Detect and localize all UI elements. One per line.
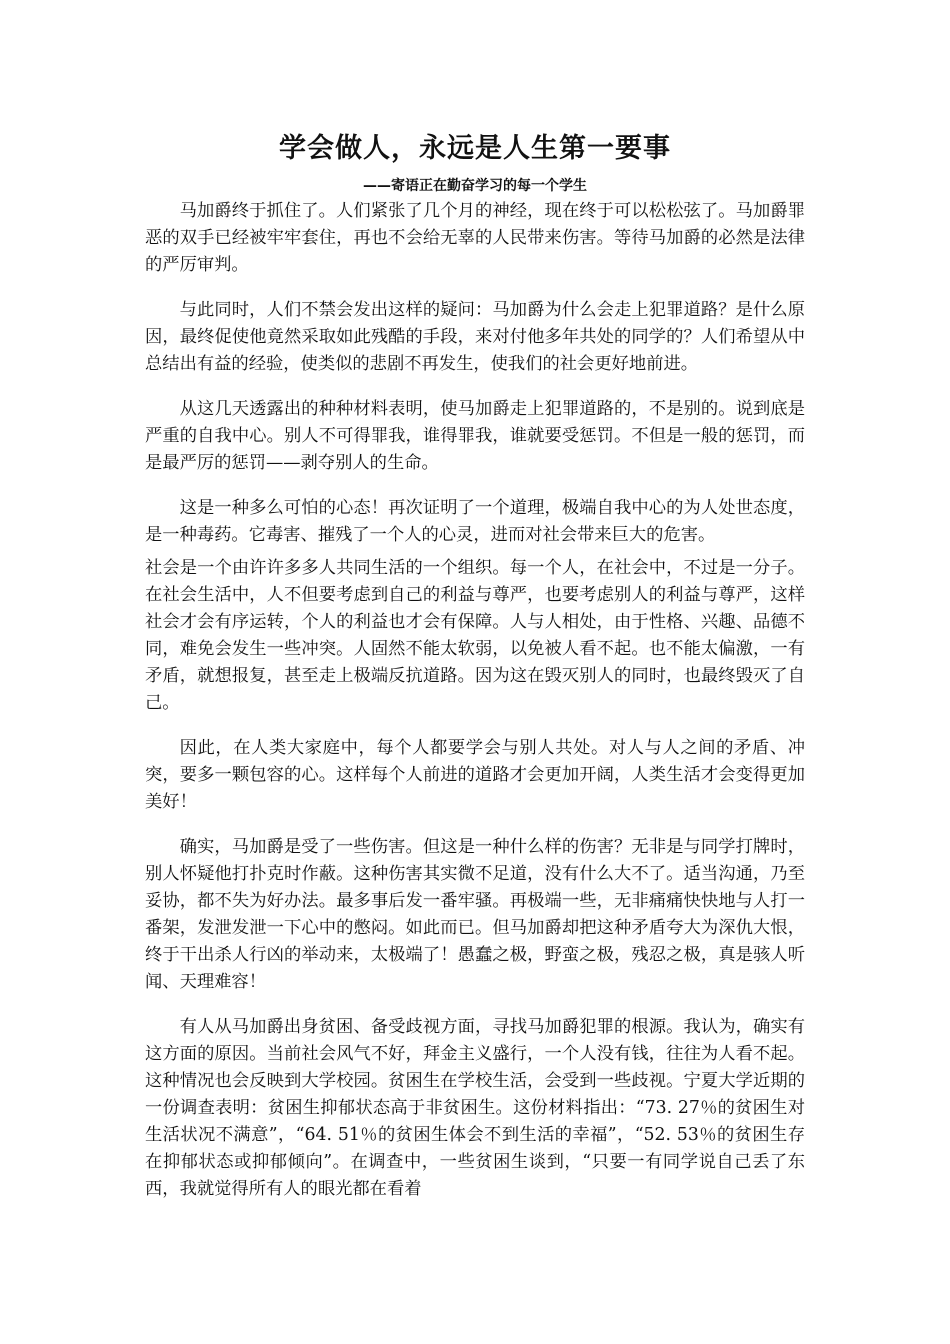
- paragraph: 社会是一个由许许多多人共同生活的一个组织。每一个人，在社会中，不过是一分子。在社会生活中，人不但要考虑到自己的利益与尊严，也要考虑别人的利益与尊严，这样社会才会有序运转，个人的利益也才会有保障。人与人相处，由于性格、兴趣、品德不同，难免会发生一些冲突。人固然不能太软弱，以免被人看不起。也不能太偏激，一有矛盾，就想报复，甚至走上极端反抗道路。因为这在毁灭别人的同时，也最终毁灭了自己。: [145, 558, 805, 713]
- paragraph: 从这几天透露出的种种材料表明，使马加爵走上犯罪道路的，不是别的。说到底是严重的自我中心。别人不可得罪我，谁得罪我，谁就要受惩罚。不但是一般的惩罚，而是最严厉的惩罚——剥夺别人的生命。: [145, 399, 805, 473]
- paragraph: 有人从马加爵出身贫困、备受歧视方面，寻找马加爵犯罪的根源。我认为，确实有这方面的原因。当前社会风气不好，拜金主义盛行，一个人没有钱，往往为人看不起。这种情况也会反映到大学校园。贫困生在学校生活，会受到一些歧视。宁夏大学近期的一份调查表明：贫困生抑郁状态高于非贫困生。这份材料指出：“73. 27％的贫困生对生活状况不满意”，“64. 51％的贫困生体会不到生活的幸福”，“52. 53％的贫困生存在抑郁状态或抑郁倾向”。在调查中，一些贫困生谈到，“只要一有同学说自己丢了东西，我就觉得所有人的眼光都在看着: [145, 1017, 805, 1199]
- paragraph: 因此，在人类大家庭中，每个人都要学会与别人共处。对人与人之间的矛盾、冲突，要多一颗包容的心。这样每个人前进的道路才会更加开阔，人类生活才会变得更加美好！: [145, 738, 805, 812]
- paragraph: 马加爵终于抓住了。人们紧张了几个月的神经，现在终于可以松松弦了。马加爵罪恶的双手已经被牢牢套住，再也不会给无辜的人民带来伤害。等待马加爵的必然是法律的严厉审判。: [145, 201, 805, 275]
- document-body: [145, 198, 805, 1221]
- document-subtitle: ——寄语正在勤奋学习的每一个学生: [363, 178, 587, 194]
- paragraph: 与此同时，人们不禁会发出这样的疑问：马加爵为什么会走上犯罪道路？是什么原因，最终促使他竟然采取如此残酷的手段，来对付他多年共处的同学的？人们希望从中总结出有益的经验，使类似的悲剧不再发生，使我们的社会更好地前进。: [145, 300, 805, 374]
- paragraph: 确实，马加爵是受了一些伤害。但这是一种什么样的伤害？无非是与同学打牌时，别人怀疑他打扑克时作蔽。这种伤害其实微不足道，没有什么大不了。适当沟通，乃至妥协，都不失为好办法。最多事后发一番牢骚。再极端一些，无非痛痛快快地与人打一番架，发泄发泄一下心中的憋闷。如此而已。但马加爵却把这种矛盾夸大为深仇大恨，终于干出杀人行凶的举动来，太极端了！愚蠢之极，野蛮之极，残忍之极，真是骇人听闻、天理难容！: [145, 837, 805, 992]
- document-title: 学会做人，永远是人生第一要事: [279, 133, 671, 164]
- paragraph: 这是一种多么可怕的心态！再次证明了一个道理，极端自我中心的为人处世态度，是一种毒药。它毒害、摧残了一个人的心灵，进而对社会带来巨大的危害。: [145, 498, 805, 545]
